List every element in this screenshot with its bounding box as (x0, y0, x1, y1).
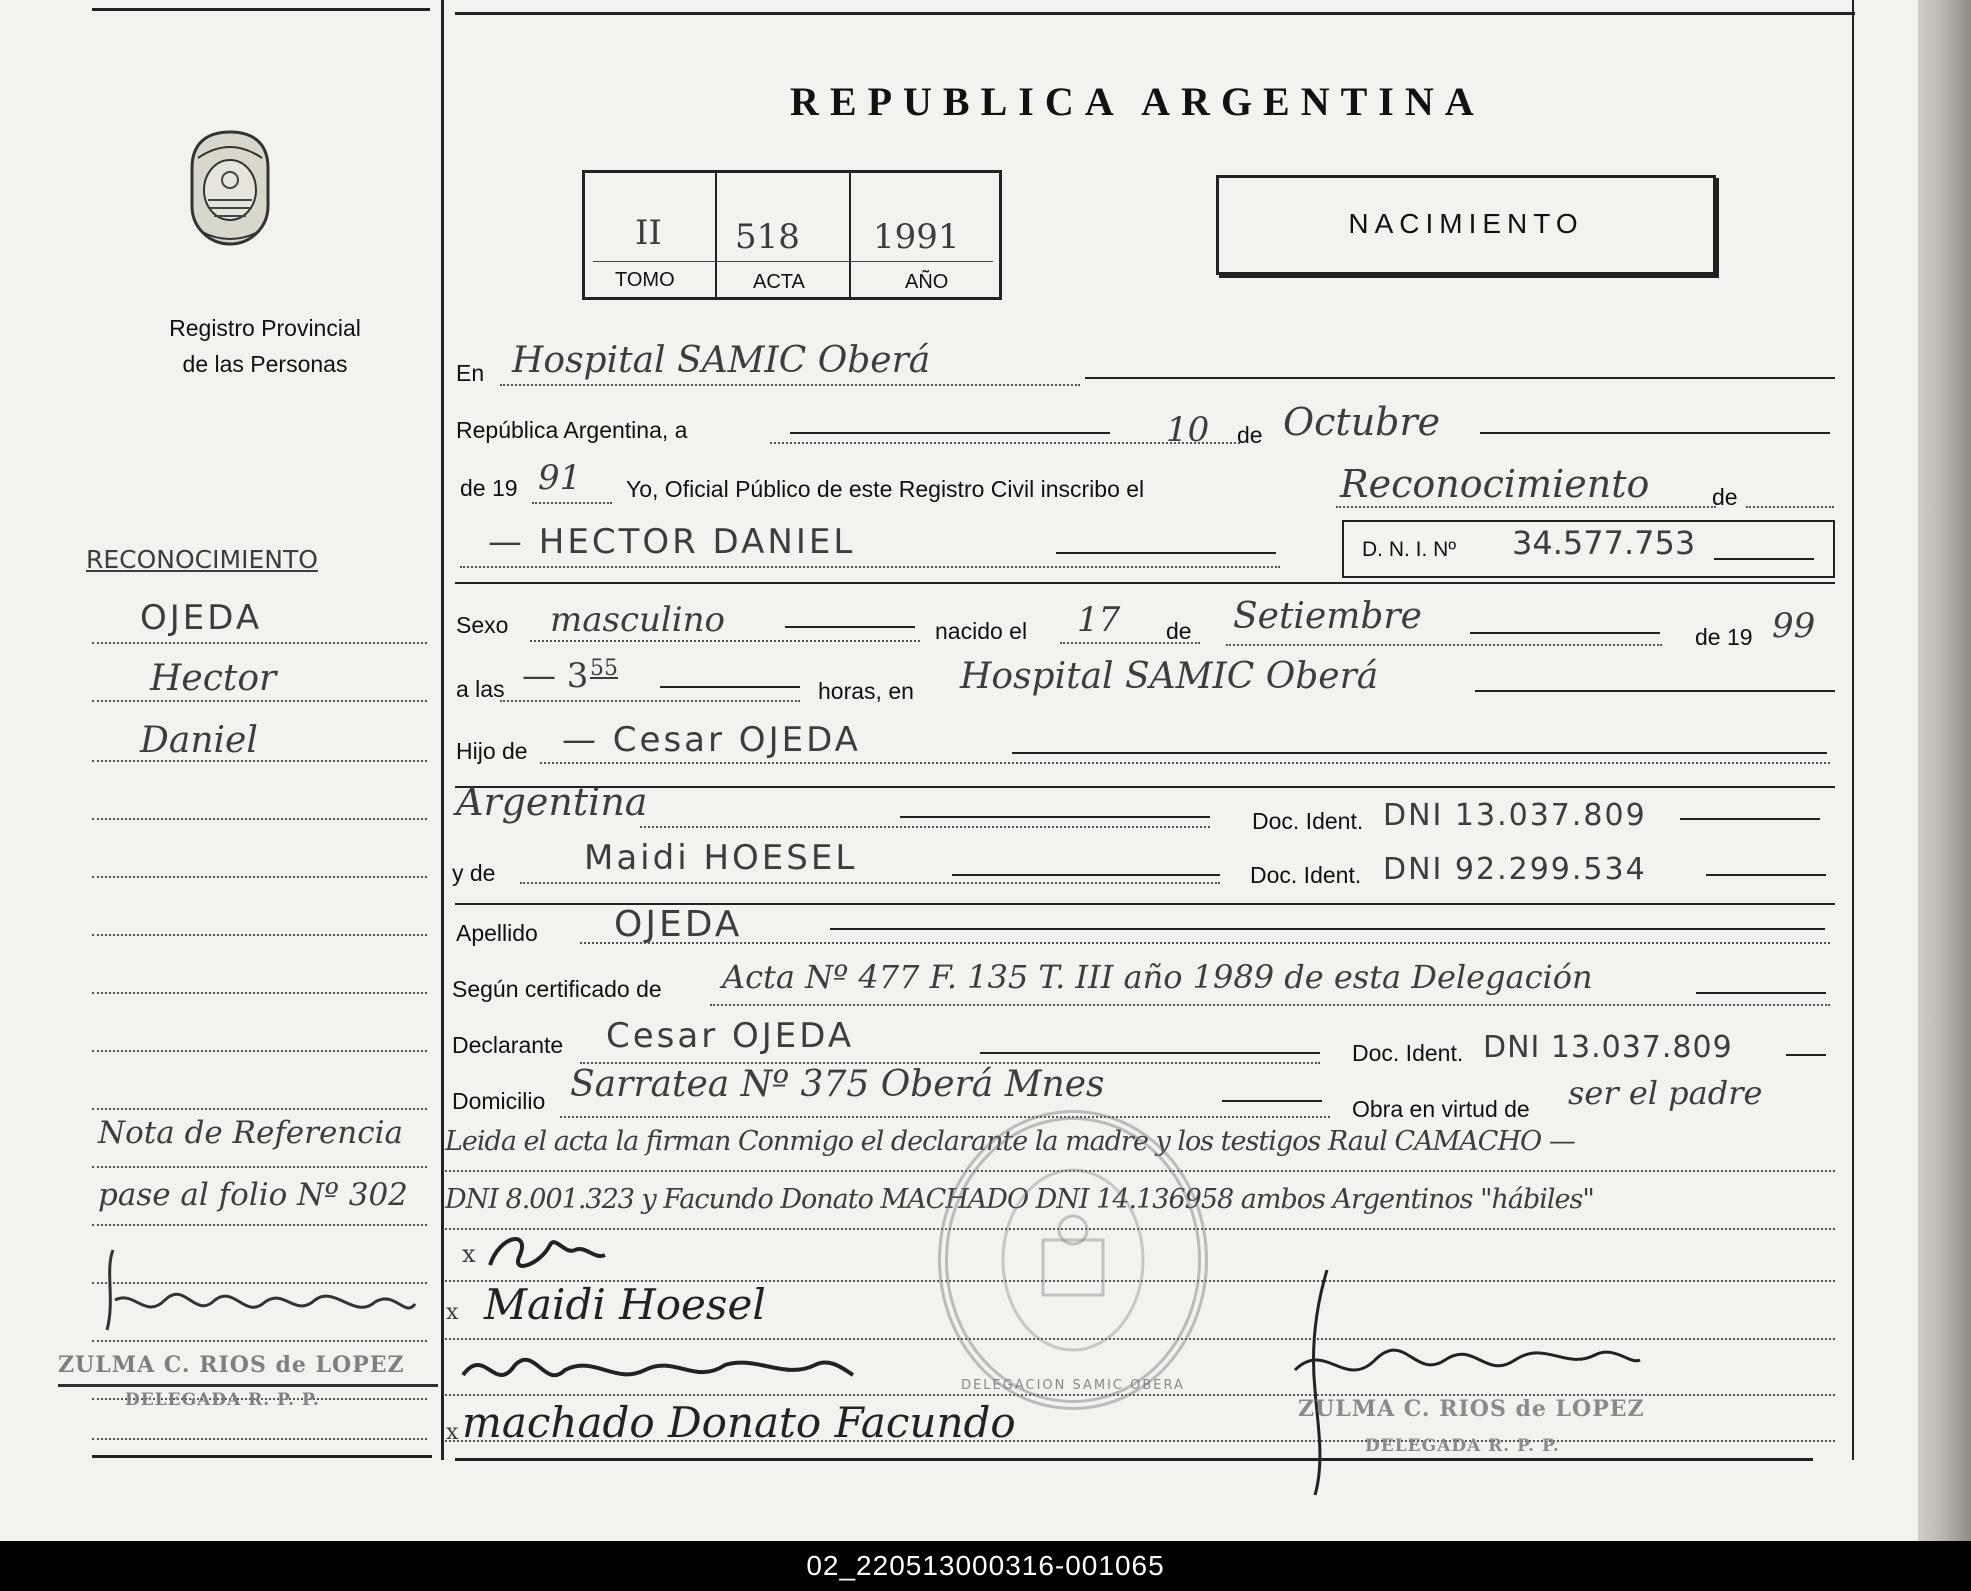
sexo-label: Sexo (456, 612, 509, 638)
dni-value: 34.577.753 (1512, 524, 1696, 562)
domicilio-dotline (560, 1116, 1330, 1118)
year-prefix: de 19 (460, 475, 518, 501)
signature-1-icon (480, 1225, 610, 1285)
hour-minutes: 55 (590, 656, 618, 681)
bottom-border-left (92, 1455, 432, 1458)
body-text-line-1: Leida el acta la firman Conmigo el declarante la madre y los testigos Raul CAMACHO — (445, 1126, 1575, 1157)
signature-4: machado Donato Facundo (462, 1398, 1016, 1447)
signature-4-prefix: x (446, 1420, 459, 1445)
en-dash (1085, 377, 1835, 379)
registry-line-2: de las Personas (182, 351, 348, 377)
margin-signature-line (58, 1384, 438, 1387)
official-name: ZULMA C. RIOS de LOPEZ (1298, 1396, 1645, 1422)
domicilio-dash (1222, 1100, 1322, 1102)
separator-rule (455, 582, 1835, 584)
book-binding-edge (1918, 0, 1971, 1541)
margin-line (92, 1050, 427, 1052)
reference-note-line-2: pase al folio Nº 302 (98, 1177, 408, 1213)
box-underline (593, 261, 993, 262)
box-divider-2 (849, 173, 851, 297)
acta-value: 518 (735, 217, 800, 257)
official-title: DELEGADA R. P. P. (1365, 1436, 1560, 1456)
tomo-label: TOMO (615, 269, 675, 291)
box-divider-1 (715, 173, 717, 297)
signature-1-prefix: x (462, 1240, 476, 1268)
anio-label: AÑO (905, 271, 949, 293)
mother-dotline (520, 882, 1220, 884)
declarante-doc: DNI 13.037.809 (1483, 1030, 1733, 1065)
stamp-text: DELEGACION SAMIC OBERA (961, 1378, 1185, 1393)
month-value: Octubre (1283, 400, 1441, 444)
record-type: NACIMIENTO (1348, 208, 1584, 239)
separator-rule (455, 786, 1835, 788)
margin-surname: OJEDA (140, 598, 263, 638)
margin-line (92, 1438, 427, 1440)
birth-year-prefix: de 19 (1695, 624, 1753, 650)
de-label: de (1237, 422, 1263, 448)
father-nationality: Argentina (456, 780, 648, 824)
nationality-dash (900, 816, 1210, 818)
mother-dash (952, 874, 1220, 876)
provincia-de-misiones-seal-icon (188, 128, 272, 248)
obra-label: Obra en virtud de (1352, 1096, 1530, 1122)
dni-label: D. N. I. Nº (1362, 538, 1457, 561)
nacido-label: nacido el (935, 618, 1028, 644)
birth-month: Setiembre (1233, 596, 1422, 637)
declarante-label: Declarante (452, 1032, 564, 1058)
republic-title: REPUBLICA ARGENTINA (790, 79, 1485, 124)
declarante-doc-label: Doc. Ident. (1352, 1040, 1464, 1066)
dni-dash (1714, 558, 1814, 560)
birth-day-dotline (1060, 642, 1200, 644)
signature-2: Maidi Hoesel (484, 1280, 766, 1329)
father-name: — Cesar OJEDA (562, 720, 861, 760)
y-de-label: y de (452, 860, 496, 886)
birth-month-dotline (1226, 644, 1662, 646)
margin-line (92, 642, 427, 644)
hour-dash (660, 686, 800, 688)
margin-line (92, 1166, 427, 1168)
certificado-dash (1696, 992, 1826, 994)
body-text-line-2: DNI 8.001.323 y Facundo Donato MACHADO DNI 14.136958 ambos Argentinos "hábiles" (445, 1184, 1594, 1215)
registered-name: — HECTOR DANIEL (488, 522, 856, 562)
inscribo-value: Reconocimiento (1340, 462, 1650, 506)
stamp-emblem-icon (948, 1120, 1198, 1400)
delegation-stamp (938, 1110, 1208, 1410)
en-value: Hospital SAMIC Oberá (512, 340, 931, 381)
sexo-dotline (530, 640, 920, 642)
oficial-text: Yo, Oficial Público de este Registro Civil inscribo el (626, 476, 1145, 502)
republica-dash (790, 432, 1110, 434)
margin-title: RECONOCIMIENTO (86, 545, 318, 574)
margin-line (92, 1340, 427, 1342)
registry-name (120, 310, 410, 382)
reference-note-line-1: Nota de Referencia (98, 1115, 404, 1151)
signature-3-icon (455, 1335, 855, 1405)
hour-value: — 3 (522, 656, 589, 696)
certificado-label: Según certificado de (452, 976, 662, 1002)
record-number-box (582, 170, 1002, 300)
top-border-left (92, 8, 430, 11)
sexo-dash (785, 626, 915, 628)
margin-first-name: Hector (150, 658, 277, 699)
birth-month-dash (1470, 632, 1660, 634)
registry-line-1: Registro Provincial (169, 315, 361, 341)
de-dotline (1746, 506, 1834, 508)
year-dotline (532, 502, 612, 504)
hour-dotline (500, 700, 800, 702)
margin-delegate-title: DELEGADA R. P. P. (125, 1390, 320, 1410)
signature-2-prefix: x (446, 1300, 459, 1325)
top-border-right (455, 12, 1855, 15)
anio-value: 1991 (873, 217, 960, 257)
margin-line (92, 1108, 427, 1110)
de-label-3: de (1166, 618, 1192, 644)
father-doc: DNI 13.037.809 (1383, 798, 1647, 833)
apellido-dash (830, 928, 1825, 930)
obra-value: ser el padre (1568, 1074, 1763, 1112)
mother-doc-dash (1706, 874, 1826, 876)
apellido-dotline (580, 942, 1830, 944)
certificado-value: Acta Nº 477 F. 135 T. III año 1989 de esta Delegación (722, 958, 1593, 996)
sexo-value: masculino (550, 600, 726, 640)
nationality-dotline (640, 826, 1210, 828)
father-doc-label: Doc. Ident. (1252, 808, 1364, 834)
father-dash (1012, 752, 1827, 754)
day-value: 10 (1166, 410, 1210, 450)
apellido-value: OJEDA (614, 904, 743, 945)
en-dotline (500, 384, 1080, 386)
dni-box (1342, 520, 1835, 578)
right-border (1852, 0, 1854, 1460)
column-divider (441, 0, 444, 1460)
image-code-footer: 02_220513000316-001065 (0, 1541, 1971, 1591)
mother-name: Maidi HOESEL (584, 838, 858, 878)
domicilio-value: Sarratea Nº 375 Oberá Mnes (570, 1064, 1105, 1105)
horas-en-label: horas, en (818, 678, 914, 704)
declarante-doc-dash (1786, 1054, 1826, 1056)
month-dash (1480, 432, 1830, 434)
de-label-2: de (1712, 484, 1738, 510)
margin-line (92, 818, 427, 820)
declarante-value: Cesar OJEDA (606, 1016, 855, 1056)
hijo-label: Hijo de (456, 738, 528, 764)
name-dash (1056, 552, 1276, 554)
margin-signature-icon (95, 1240, 425, 1340)
mother-doc-label: Doc. Ident. (1250, 862, 1362, 888)
margin-line (92, 992, 427, 994)
record-type-box (1216, 175, 1716, 275)
a-las-label: a las (456, 676, 505, 702)
apellido-label: Apellido (456, 920, 538, 946)
birth-day: 17 (1077, 600, 1121, 640)
name-dotline (460, 566, 1280, 568)
margin-line (92, 700, 427, 702)
year-suffix: 91 (538, 458, 582, 498)
margin-line (92, 876, 427, 878)
certificado-dotline (710, 1004, 1830, 1006)
father-dotline (540, 762, 1830, 764)
margin-second-name: Daniel (140, 720, 258, 761)
margin-delegate-name: ZULMA C. RIOS de LOPEZ (58, 1352, 405, 1378)
en-label: En (456, 360, 485, 386)
margin-line (92, 934, 427, 936)
margin-line (92, 1224, 427, 1226)
inscribo-dotline (1336, 506, 1716, 508)
republica-label: República Argentina, a (456, 417, 688, 443)
domicilio-label: Domicilio (452, 1088, 546, 1114)
tomo-value: II (635, 213, 662, 253)
father-doc-dash (1680, 818, 1820, 820)
birth-place-dash (1475, 690, 1835, 692)
official-signature-icon (1285, 1270, 1645, 1500)
acta-label: ACTA (753, 271, 805, 293)
birth-year-suffix: 99 (1772, 606, 1816, 646)
birth-place: Hospital SAMIC Oberá (960, 656, 1379, 697)
declarante-dash (980, 1052, 1320, 1054)
mother-doc: DNI 92.299.534 (1383, 852, 1647, 887)
margin-line (92, 760, 427, 762)
